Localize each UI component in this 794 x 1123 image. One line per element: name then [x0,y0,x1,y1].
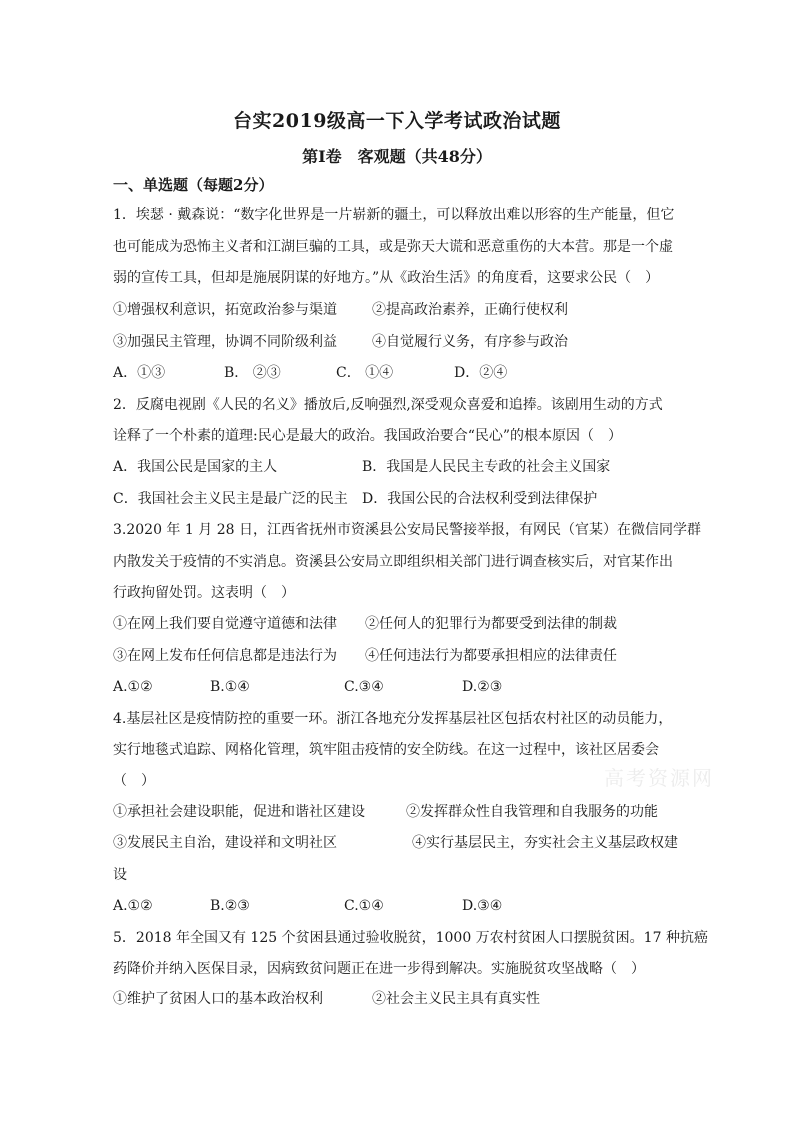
q4-option-2: ②发挥群众性自我管理和自我服务的功能 [406,804,658,820]
q1-choice-a: A．①③ [113,365,166,381]
q3-option-3: ③在网上发布任何信息都是违法行为 [113,648,337,664]
q3-option-1: ①在网上我们要自觉遵守道德和法律 [113,616,337,632]
q4-choice-c: C.①④ [344,898,384,914]
q4-choice-d: D.③④ [462,898,503,914]
q3-choice-d: D.②③ [462,679,503,695]
q5-option-2: ②社会主义民主具有真实性 [372,991,540,1007]
q1-choice-d: D．②④ [454,365,508,381]
q1-choice-b: B． ②③ [224,365,281,381]
q1-line-1: 1．埃瑟 · 戴森说：“数字化世界是一片崭新的疆土，可以释放出难以形容的生产能量，但它 [113,207,675,223]
q1-option-3: ③加强民主管理，协调不同阶级利益 [113,334,337,350]
q2-choice-c: C．我国社会主义民主是最广泛的民主 [113,491,348,507]
q3-line-3: 行政拘留处罚。这表明（ ） [113,585,295,601]
q2-choice-d: D．我国公民的合法权利受到法律保护 [362,491,598,507]
q3-choice-c: C.③④ [344,679,384,695]
q3-line-2: 内散发关于疫情的不实消息。资溪县公安局立即组织相关部门进行调查核实后，对官某作出 [113,554,673,570]
q2-choice-b: B．我国是人民民主专政的社会主义国家 [362,459,611,475]
q3-option-2: ②任何人的犯罪行为都要受到法律的制裁 [365,616,617,632]
q4-line-3: （ ） [113,773,155,789]
exam-subtitle: 第Ⅰ卷 客观题（共48分） [302,147,492,166]
q4-option-1: ①承担社会建设职能，促进和谐社区建设 [113,804,365,820]
q4-choice-b: B.②③ [210,898,250,914]
q5-line-2: 药降价并纳入医保目录，因病致贫问题正在进一步得到解决。实施脱贫攻坚战略（ ） [113,961,645,977]
q3-choice-b: B.①④ [210,679,250,695]
q2-line-1: 2．反腐电视剧《人民的名义》播放后,反响强烈,深受观众喜爱和追捧。该剧用生动的方式 [113,397,663,413]
q3-choice-a: A.①② [113,679,153,695]
q1-line-2: 也可能成为恐怖主义者和江湖巨骗的工具，或是弥天大谎和恶意重伤的大本营。那是一个虚 [113,239,673,255]
q3-option-4: ④任何违法行为都要承担相应的法律责任 [365,648,617,664]
q1-choice-c: C． ①④ [336,365,394,381]
watermark-text: 高考资源网 [604,766,714,790]
q4-line-1: 4.基层社区是疫情防控的重要一环。浙江各地充分发挥基层社区包括农村社区的动员能力， [113,711,673,727]
q1-option-1: ①增强权利意识，拓宽政治参与渠道 [113,302,337,318]
q4-choice-a: A.①② [113,898,153,914]
section-heading: 一、单选题（每题2分） [113,176,274,194]
q4-option-4: ④实行基层民主，夯实社会主义基层政权建 [412,835,678,851]
q2-choice-a: A．我国公民是国家的主人 [113,459,278,475]
q4-line-2: 实行地毯式追踪、网格化管理，筑牢阻击疫情的安全防线。在这一过程中，该社区居委会 [113,742,659,758]
q4-option-4-cont: 设 [113,867,127,883]
q1-option-2: ②提高政治素养，正确行使权利 [372,302,568,318]
q5-line-1: 5．2018 年全国又有 125 个贫困县通过验收脱贫，1000 万农村贫困人口摆脱贫困。17 种抗癌 [113,930,708,946]
q1-option-4: ④自觉履行义务，有序参与政治 [372,334,568,350]
q1-line-3: 弱的宣传工具，但却是施展阴谋的好地方。”从《政治生活》的角度看，这要求公民（ ） [113,270,660,286]
exam-title: 台实2019级高一下入学考试政治试题 [233,110,561,132]
q2-line-2: 诠释了一个朴素的道理:民心是最大的政治。我国政治要合“民心”的根本原因（ ） [113,428,623,444]
q4-option-3: ③发展民主自治，建设祥和文明社区 [113,835,337,851]
q5-option-1: ①维护了贫困人口的基本政治权利 [113,991,323,1007]
q3-line-1: 3.2020 年 1 月 28 日，江西省抚州市资溪县公安局民警接举报，有网民（官某）在微信同学群 [113,522,701,538]
